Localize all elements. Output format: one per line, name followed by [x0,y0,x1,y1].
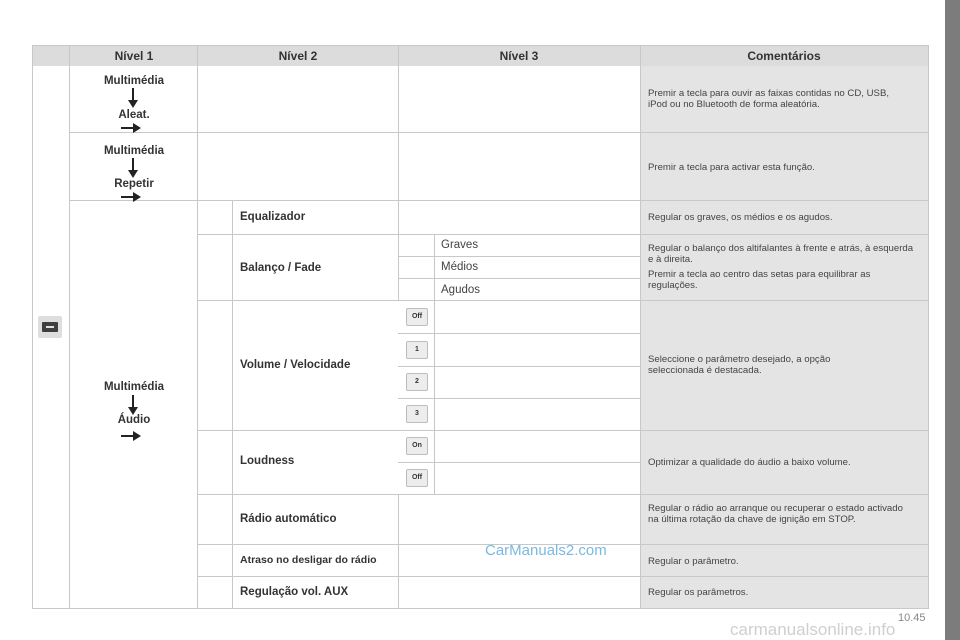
loudness-label: Loudness [240,455,295,467]
aux-label: Regulação vol. AUX [240,586,349,598]
arrow-right-icon [121,123,141,133]
equalizador-label: Equalizador [240,211,306,223]
arrow-down-icon [128,158,138,178]
screen-button-icon [38,316,62,338]
balanco-label: Balanço / Fade [240,262,322,274]
col-divider-4 [640,45,641,609]
aux-comment: Regular os parâmetros. [648,587,749,598]
balanco-sub-agudos: Agudos [441,284,481,296]
col-divider-chip [434,300,435,494]
row-divider-1 [69,132,929,133]
row-divider-vol1 [398,333,640,334]
radio-label: Rádio automático [240,513,337,525]
row-divider-8 [197,576,929,577]
volume-chip-3: 3 [406,405,428,423]
arrow-down-icon [128,88,138,108]
col-divider-3 [398,45,399,200]
row-divider-5 [197,430,929,431]
col-divider-3c [398,494,399,609]
arrow-right-icon [121,431,141,441]
header-comments: Comentários [747,49,821,63]
loudness-chip-off: Off [406,469,428,487]
atraso-label: Atraso no desligar do rádio [240,554,377,566]
volume-label: Volume / Velocidade [240,359,351,371]
balanco-comment-2: Premir a tecla ao centro das setas para equilibrar as regulações. [648,269,871,291]
arrow-down-icon [128,395,138,415]
audio-level1-bottom: Áudio [117,414,151,426]
loudness-chip-on: On [406,437,428,455]
row-divider-vol3 [398,398,640,399]
aleat-comment: Premir a tecla para ouvir as faixas contidas no CD, USB, iPod ou no Bluetooth de forma aleatória. [648,88,890,110]
header-level1: Nível 1 [114,49,154,63]
balanco-comment-1: Regular o balanço dos altifalantes à frente e atrás, à esquerda e à direita. [648,243,914,265]
header-level3: Nível 3 [499,49,539,63]
watermark: CarManuals2.com [485,542,607,559]
repetir-level1-top: Multimédia [103,145,165,157]
aleat-level1-top: Multimédia [103,75,165,87]
watermark-bottom: carmanualsonline.info [730,620,896,639]
col-divider-1 [69,45,70,609]
col-divider-2 [197,45,198,609]
aleat-level1-bottom: Aleat. [118,109,150,121]
balanco-sub-graves: Graves [441,239,479,251]
page-number: 10.45 [898,612,926,624]
row-divider-6 [197,494,929,495]
row-divider-loud1 [398,462,640,463]
col-divider-sub [434,234,435,300]
arrow-right-icon [121,192,141,202]
row-divider-sub2 [398,278,640,279]
balanco-sub-medios: Médios [441,261,479,273]
row-divider-2 [69,200,929,201]
row-divider-3 [197,234,929,235]
repetir-level1-bottom: Repetir [114,178,154,190]
atraso-comment: Regular o parâmetro. [648,556,739,567]
row-divider-sub1 [398,256,640,257]
volume-chip-1: 1 [406,341,428,359]
volume-comment: Seleccione o parâmetro desejado, a opção seleccionada é destacada. [648,354,831,376]
audio-level1-top: Multimédia [103,381,165,393]
col-divider-3b [398,200,399,300]
loudness-comment: Optimizar a qualidade do áudio a baixo volume. [648,457,851,468]
header-level2: Nível 2 [278,49,318,63]
col-divider-2b [232,200,233,609]
row-divider-4 [197,300,929,301]
volume-chip-2: 2 [406,373,428,391]
repetir-comment: Premir a tecla para activar esta função. [648,162,815,173]
equalizador-comment: Regular os graves, os médios e os agudos. [648,212,833,223]
volume-chip-off: Off [406,308,428,326]
radio-comment: Regular o rádio ao arranque ou recuperar o estado activado na última rotação da chave de ignição em STOP. [648,503,903,525]
row-divider-vol2 [398,366,640,367]
page-sidebar [945,0,960,640]
